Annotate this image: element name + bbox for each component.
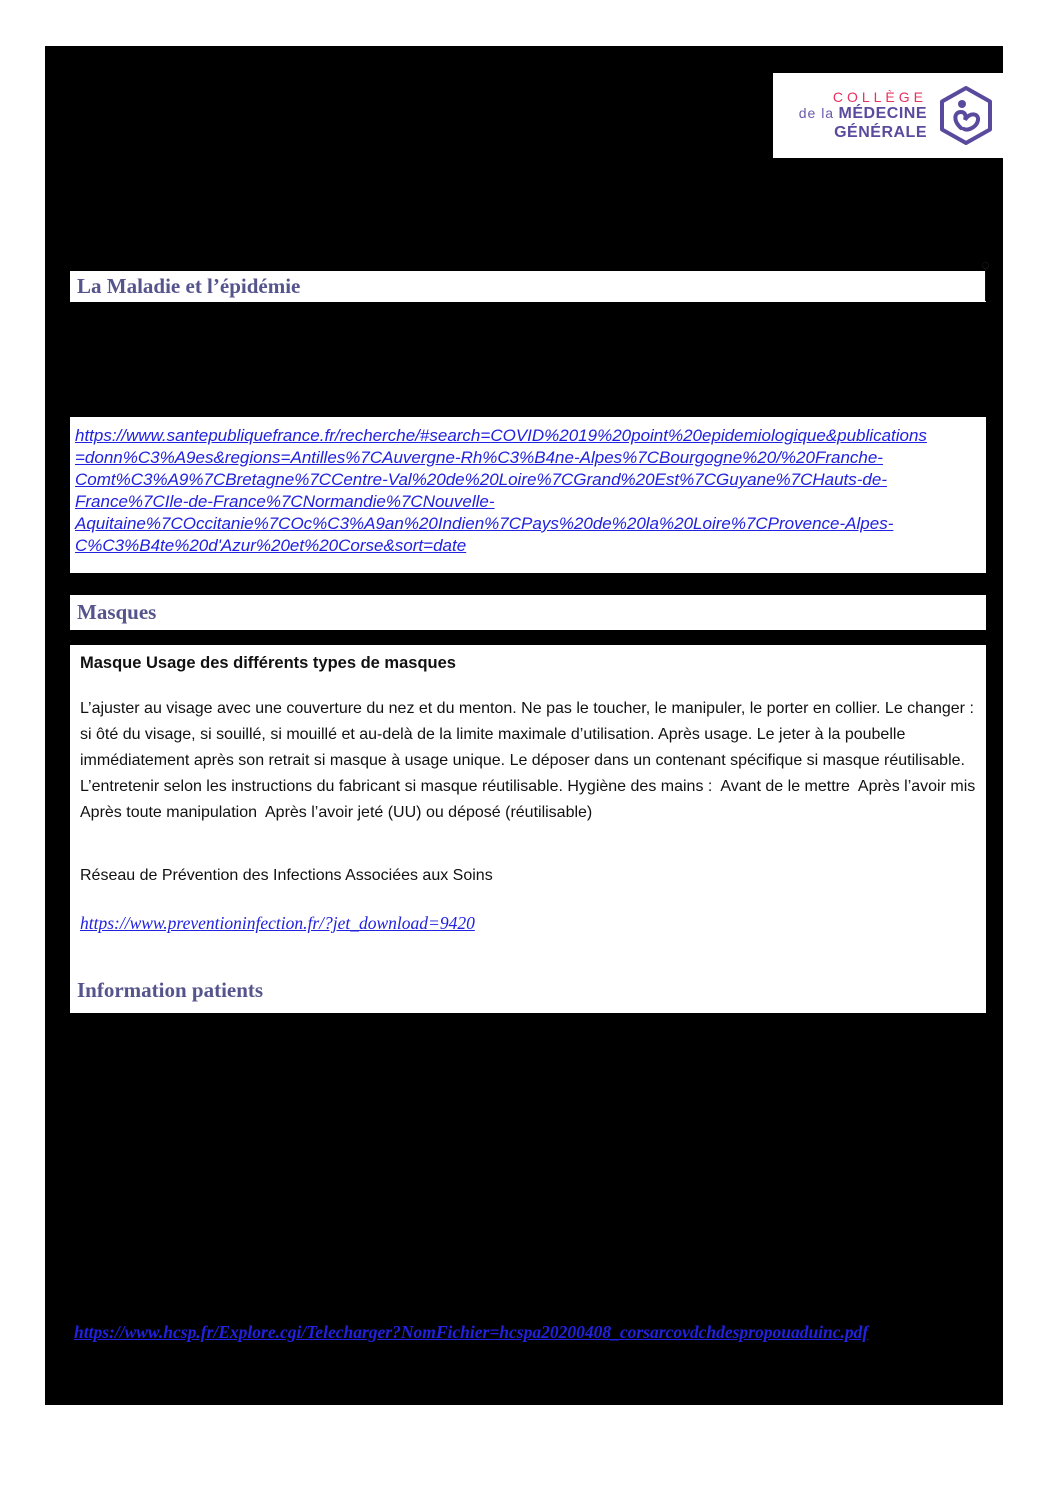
link-line: Comt%C3%A9%7CBretagne%7CCentre-Val%20de%20Loire%7CGrand%20Est%7CGuyane%7CHauts-de- (75, 470, 888, 489)
object-anchor-handle-icon (981, 262, 989, 302)
santepublique-link[interactable] (75, 425, 986, 557)
logo-line-college: COLLÈGE (832, 89, 927, 106)
logo-line-medecine (799, 105, 927, 123)
masque-box-title: Masque Usage des différents types de masques (80, 654, 456, 672)
link-line: =donn%C3%A9es&regions=Antilles%7CAuvergne-Rh%C3%B4ne-Alpes%7CBourgogne%20/%20Franche- (75, 448, 883, 467)
link-line: https://www.santepubliquefrance.fr/recherche/#search=COVID%2019%20point%20epidemiologique&publications (75, 426, 927, 445)
section-title-masques: Masques (77, 600, 157, 624)
masque-usage-paragraph: L’ajuster au visage avec une couverture du nez et du menton. Ne pas le toucher, le manipuler, le porter en collier. Le changer : si ôté du visage, si souillé, si mouillé et au-delà de la limite maximale d’utilisation. Après usage. Le jeter à la poubelle immédiatement après son retrait si masque à usage unique. Le déposer dans un contenant spécifique si masque réutilisable. L’entretenir selon les instructions du fabricant si masque réutilisable. Hygiène des mains : Avant de le mettre Après l’avoir mis Après toute manipulation Après l’avoir jeté (UU) ou déposé (réutilisable) (80, 700, 984, 821)
link-line: C%C3%B4te%20d'Azur%20et%20Corse&sort=date (75, 536, 467, 555)
logo-medecine: MÉDECINE (838, 105, 927, 123)
link-line: Aquitaine%7COccitanie%7COc%C3%A9an%20Indien%7CPays%20de%20la%20Loire%7CProvence-Alpes- (75, 514, 894, 533)
section-title-maladie: La Maladie et l’épidémie (77, 274, 301, 298)
logo-dela: de la (798, 105, 835, 122)
section-title-information: Information patients (77, 978, 264, 1002)
reseau-prevention-text: Réseau de Prévention des Infections Associées aux Soins (80, 867, 493, 884)
link-line: France%7CIle-de-France%7CNormandie%7CNouvelle- (75, 492, 495, 511)
prevention-infection-link[interactable]: https://www.preventioninfection.fr/?jet_download=9420 (80, 913, 475, 933)
logo-line-generale: GÉNÉRALE (834, 123, 927, 141)
cmg-hexagon-heart-icon (935, 84, 997, 148)
section-band-maladie (70, 271, 986, 302)
cmg-logo (773, 73, 1003, 158)
cmg-logo-text (799, 89, 927, 142)
hcsp-download-link[interactable]: https://www.hcsp.fr/Explore.cgi/Telecharger?NomFichier=hcspa20200408_corsarcovdchdespropouaduinc.pdf (74, 1322, 869, 1342)
santepublique-link-box (70, 417, 986, 573)
section-band-masques (70, 595, 986, 630)
masque-content-box (70, 645, 986, 1013)
